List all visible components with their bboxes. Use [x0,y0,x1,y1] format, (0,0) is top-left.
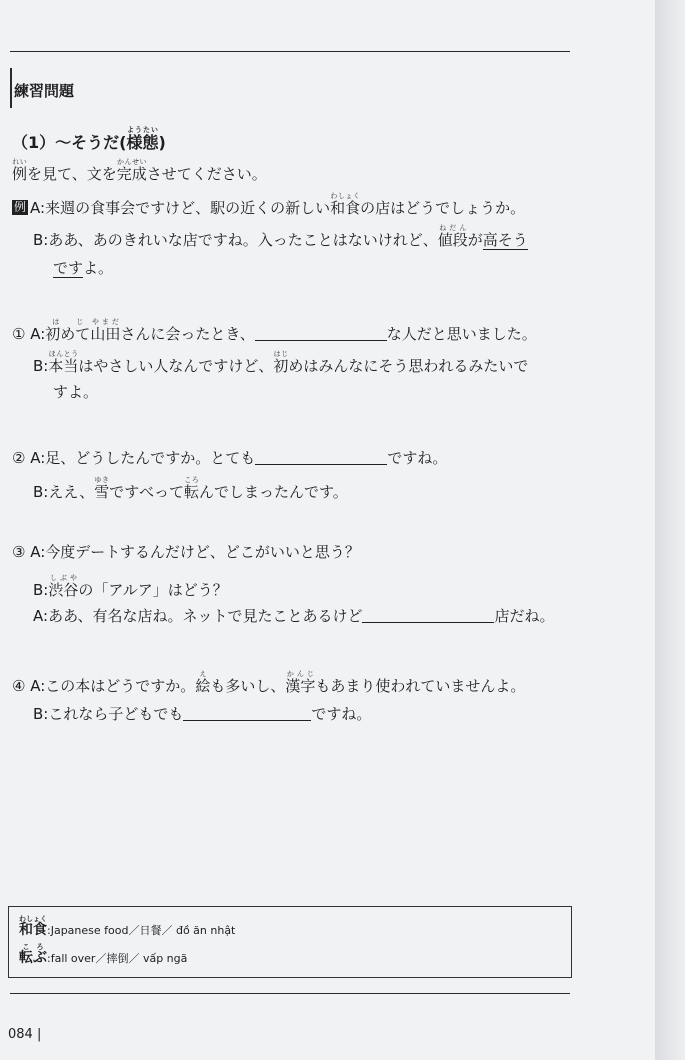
q4-answer-blank[interactable] [183,706,311,721]
vocab-item-washoku: 和食わしょく:Japanese food／日餐／ đồ ăn nhật [19,915,236,938]
example-line-b: B:ああ、あのきれいな店ですね。入ったことはないけれど、値段ねだんが高そう [33,224,528,249]
page-edge-shadow [655,0,685,1060]
q3-line-a2: A:ああ、有名な店ね。ネットで見たことあるけど 店だね。 [33,607,555,625]
q2-line-b: B:ええ、雪ゆきですべって転ころんでしまったんです。 [33,476,348,501]
exercise-number: （1） [12,133,56,152]
section-title: 練習問題 [14,82,75,100]
q3-number: ③ [12,543,26,561]
instructions: 例れいを見て、文を完成かんせいさせてください。 [12,158,267,183]
q4-number: ④ [12,677,26,695]
page-number: 084 | [8,1027,42,1042]
q1-line-b-cont: すよ。 [53,383,99,401]
q4-line-b: B:これなら子どもでも ですね。 [33,705,372,723]
example-answer: 高そう [482,231,528,249]
q3-line-b: B:渋谷しぶやの「アルア」はどう？ [33,574,228,599]
q1-line-b: B:本当ほんとうはやさしい人なんですけど、初はじめはみんなにそう思われるみたいで [33,350,529,375]
top-rule [10,51,570,52]
example-line-a: 例 A:来週の食事会ですけど、駅の近くの新しい和食わしょくの店はどうでしょうか。 [14,192,526,217]
vocabulary-box [8,906,572,978]
yotai-word: 様態ようたい [126,126,159,152]
exercise-subtitle: （1）～そうだ(様態ようたい) [12,126,166,152]
section-bar [10,68,12,108]
q1-number: ① [12,325,26,343]
bottom-rule [10,993,570,994]
q4-line-a: ④ A:この本はどうですか。絵えも多いし、漢字かんじもあまり使われていませんよ。 [12,670,526,695]
q1-answer-blank[interactable] [255,326,387,341]
q2-line-a: ② A:足、どうしたんですか。とても ですね。 [12,449,448,467]
vocab-item-korobu: 転ぶころ:fall over／摔倒／ vấp ngã [19,943,188,966]
q3-line-a: ③ A:今度デートするんだけど、どこがいいと思う？ [12,543,360,561]
q2-number: ② [12,449,26,467]
exercise-grammar: ～そうだ [55,133,120,152]
q3-answer-blank[interactable] [362,608,494,623]
example-line-b-cont: ですよ。 [53,259,114,277]
example-answer-cont: です [53,259,84,277]
q2-answer-blank[interactable] [255,450,387,465]
q1-line-a: ① A:初めてはじ山田やまださんに会ったとき、 な人だと思いました。 [12,318,537,343]
example-marker: 例 [14,200,27,214]
